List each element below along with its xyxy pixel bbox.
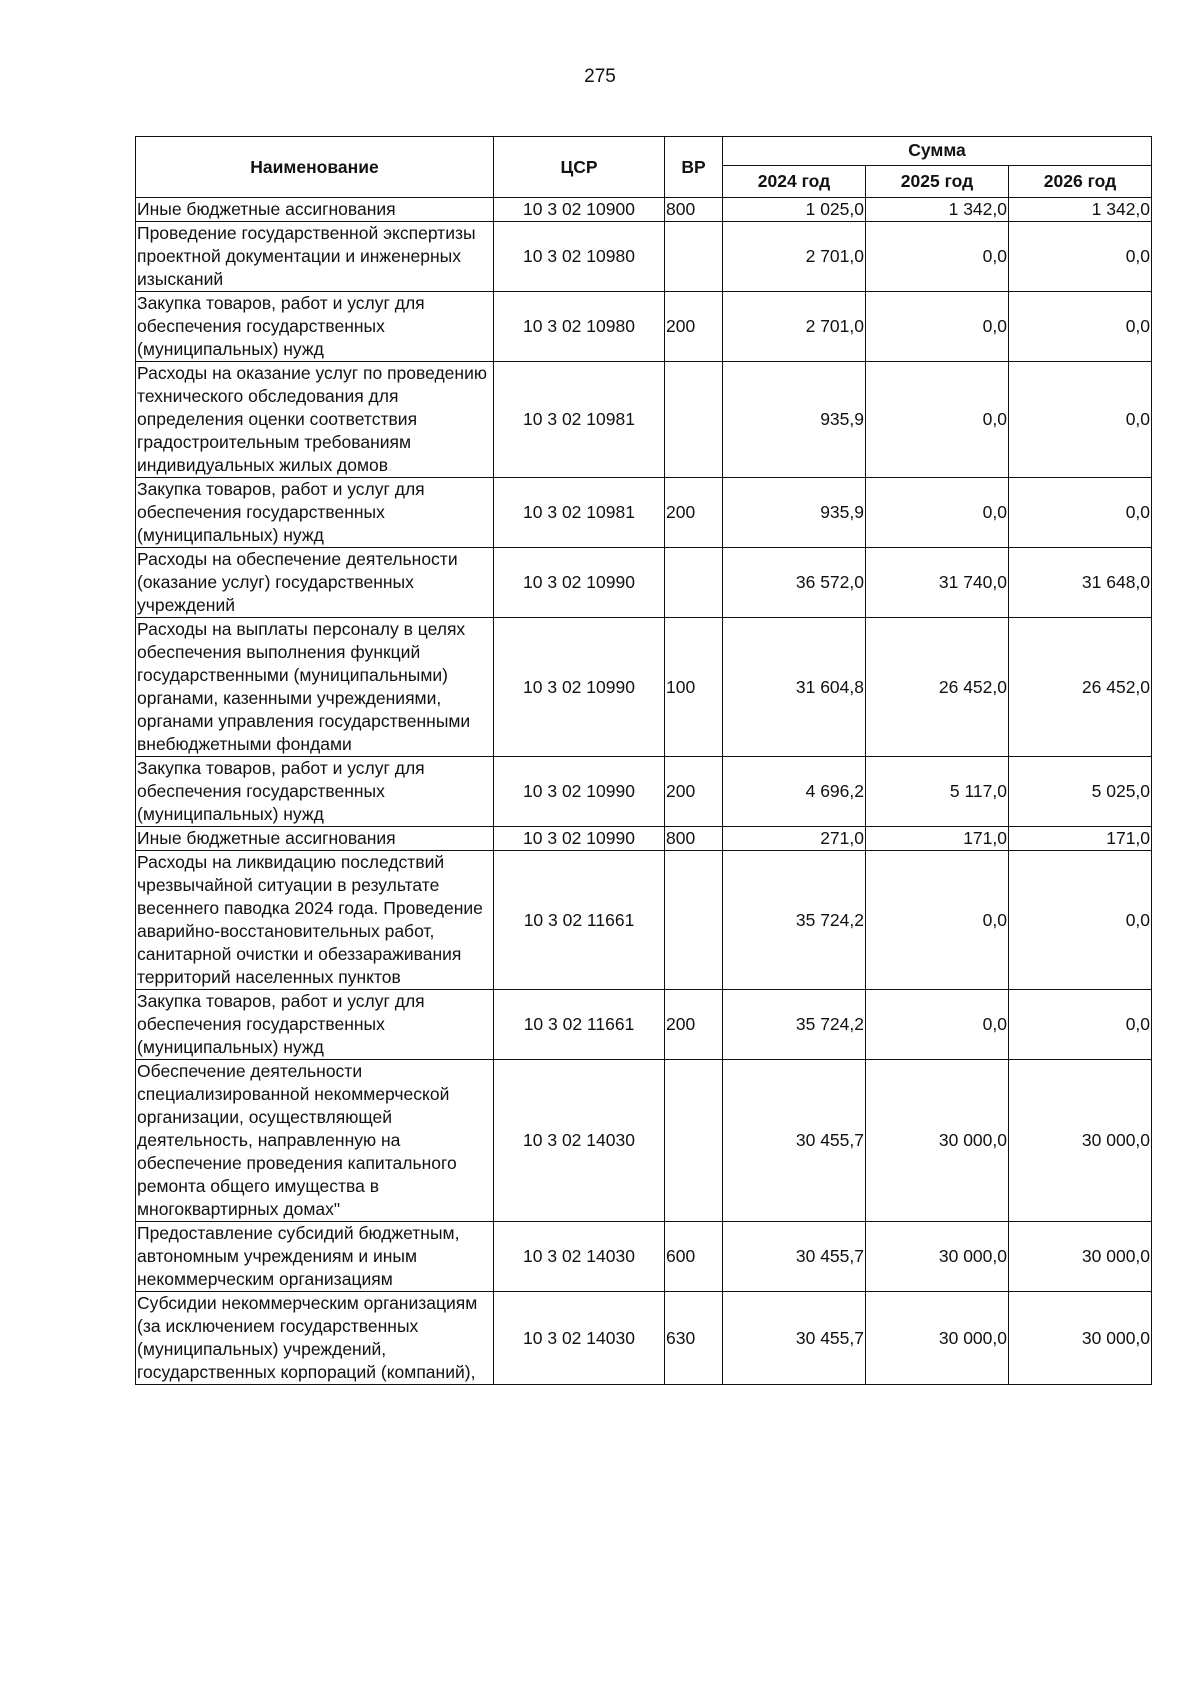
header-2025: 2025 год [866, 165, 1009, 197]
table-row [136, 757, 1152, 827]
cell-2025: 0,0 [866, 478, 1009, 548]
cell-2024: 271,0 [723, 827, 866, 851]
cell-2024: 935,9 [723, 478, 866, 548]
cell-csr: 10 3 02 10990 [494, 548, 665, 618]
table-row [136, 222, 1152, 292]
cell-vr: 200 [665, 990, 723, 1060]
cell-vr: 800 [665, 198, 723, 222]
cell-name: Расходы на ликвидацию последствий чрезвычайной ситуации в результате весеннего паводка 2024 года. Проведение аварийно-восстановительных работ, санитарной очистки и обеззараживания территорий населенных пунктов [136, 851, 494, 990]
cell-2026: 171,0 [1009, 827, 1152, 851]
cell-csr: 10 3 02 10990 [494, 757, 665, 827]
cell-name: Субсидии некоммерческим организациям (за исключением государственных (муниципальных) учреждений, государственных корпораций (компаний), [136, 1292, 494, 1385]
cell-name: Закупка товаров, работ и услуг для обеспечения государственных (муниципальных) нужд [136, 292, 494, 362]
cell-csr: 10 3 02 10981 [494, 478, 665, 548]
cell-name: Иные бюджетные ассигнования [136, 827, 494, 851]
cell-name: Проведение государственной экспертизы проектной документации и инженерных изысканий [136, 222, 494, 292]
cell-csr: 10 3 02 10981 [494, 362, 665, 478]
cell-2024: 30 455,7 [723, 1292, 866, 1385]
table-row [136, 1060, 1152, 1222]
budget-table [135, 136, 1152, 1385]
cell-csr: 10 3 02 10990 [494, 618, 665, 757]
cell-name: Расходы на обеспечение деятельности (оказание услуг) государственных учреждений [136, 548, 494, 618]
cell-2026: 1 342,0 [1009, 198, 1152, 222]
cell-2026: 0,0 [1009, 222, 1152, 292]
table-row [136, 1222, 1152, 1292]
table-row [136, 198, 1152, 222]
cell-2024: 35 724,2 [723, 851, 866, 990]
cell-name: Закупка товаров, работ и услуг для обеспечения государственных (муниципальных) нужд [136, 757, 494, 827]
cell-name: Закупка товаров, работ и услуг для обеспечения государственных (муниципальных) нужд [136, 990, 494, 1060]
table-body [136, 198, 1152, 1385]
table-row [136, 292, 1152, 362]
cell-2025: 30 000,0 [866, 1292, 1009, 1385]
cell-csr: 10 3 02 10980 [494, 292, 665, 362]
cell-vr: 600 [665, 1222, 723, 1292]
cell-vr: 800 [665, 827, 723, 851]
cell-2025: 5 117,0 [866, 757, 1009, 827]
table-header [136, 137, 1152, 198]
page-number: 275 [584, 66, 616, 87]
table-row [136, 362, 1152, 478]
cell-2026: 0,0 [1009, 851, 1152, 990]
cell-vr: 200 [665, 757, 723, 827]
cell-2024: 935,9 [723, 362, 866, 478]
table-row [136, 990, 1152, 1060]
cell-vr [665, 362, 723, 478]
cell-name: Обеспечение деятельности специализированной некоммерческой организации, осуществляющей деятельность, направленную на обеспечение проведения капитального ремонта общего имущества в многоквартирных домах" [136, 1060, 494, 1222]
cell-name: Предоставление субсидий бюджетным, автономным учреждениям и иным некоммерческим организациям [136, 1222, 494, 1292]
cell-2024: 30 455,7 [723, 1222, 866, 1292]
cell-2024: 4 696,2 [723, 757, 866, 827]
cell-2026: 30 000,0 [1009, 1060, 1152, 1222]
cell-2025: 0,0 [866, 362, 1009, 478]
header-2024: 2024 год [723, 165, 866, 197]
cell-vr [665, 1060, 723, 1222]
cell-2024: 31 604,8 [723, 618, 866, 757]
cell-2026: 0,0 [1009, 478, 1152, 548]
header-csr: ЦСР [494, 137, 665, 198]
cell-name: Иные бюджетные ассигнования [136, 198, 494, 222]
cell-vr [665, 851, 723, 990]
cell-2025: 30 000,0 [866, 1222, 1009, 1292]
cell-csr: 10 3 02 10980 [494, 222, 665, 292]
cell-name: Расходы на оказание услуг по проведению технического обследования для определения оценки соответствия градостроительным требованиям индивидуальных жилых домов [136, 362, 494, 478]
cell-vr [665, 222, 723, 292]
cell-vr: 200 [665, 478, 723, 548]
table-row [136, 548, 1152, 618]
cell-2026: 5 025,0 [1009, 757, 1152, 827]
cell-2026: 30 000,0 [1009, 1292, 1152, 1385]
cell-2024: 1 025,0 [723, 198, 866, 222]
cell-2025: 31 740,0 [866, 548, 1009, 618]
cell-csr: 10 3 02 14030 [494, 1292, 665, 1385]
cell-2025: 30 000,0 [866, 1060, 1009, 1222]
cell-vr: 100 [665, 618, 723, 757]
cell-2026: 31 648,0 [1009, 548, 1152, 618]
table-row [136, 851, 1152, 990]
cell-2024: 2 701,0 [723, 222, 866, 292]
cell-csr: 10 3 02 10900 [494, 198, 665, 222]
table-row [136, 1292, 1152, 1385]
cell-2024: 36 572,0 [723, 548, 866, 618]
cell-2024: 35 724,2 [723, 990, 866, 1060]
cell-vr [665, 548, 723, 618]
header-sum: Сумма [723, 137, 1152, 166]
cell-vr: 200 [665, 292, 723, 362]
cell-csr: 10 3 02 14030 [494, 1222, 665, 1292]
cell-2026: 0,0 [1009, 292, 1152, 362]
cell-csr: 10 3 02 11661 [494, 990, 665, 1060]
cell-csr: 10 3 02 14030 [494, 1060, 665, 1222]
table-row [136, 618, 1152, 757]
header-2026: 2026 год [1009, 165, 1152, 197]
table-row [136, 827, 1152, 851]
cell-2025: 1 342,0 [866, 198, 1009, 222]
cell-2026: 30 000,0 [1009, 1222, 1152, 1292]
cell-2025: 0,0 [866, 851, 1009, 990]
cell-vr: 630 [665, 1292, 723, 1385]
header-name: Наименование [136, 137, 494, 198]
cell-2025: 171,0 [866, 827, 1009, 851]
cell-2026: 0,0 [1009, 990, 1152, 1060]
cell-2025: 0,0 [866, 990, 1009, 1060]
cell-2026: 26 452,0 [1009, 618, 1152, 757]
cell-csr: 10 3 02 10990 [494, 827, 665, 851]
cell-2025: 26 452,0 [866, 618, 1009, 757]
cell-2026: 0,0 [1009, 362, 1152, 478]
cell-2025: 0,0 [866, 222, 1009, 292]
cell-2025: 0,0 [866, 292, 1009, 362]
cell-csr: 10 3 02 11661 [494, 851, 665, 990]
header-vr: ВР [665, 137, 723, 198]
cell-name: Расходы на выплаты персоналу в целях обеспечения выполнения функций государственными (муниципальными) органами, казенными учреждениями, органами управления государственными внебюджетными фондами [136, 618, 494, 757]
cell-name: Закупка товаров, работ и услуг для обеспечения государственных (муниципальных) нужд [136, 478, 494, 548]
table-row [136, 478, 1152, 548]
cell-2024: 2 701,0 [723, 292, 866, 362]
cell-2024: 30 455,7 [723, 1060, 866, 1222]
